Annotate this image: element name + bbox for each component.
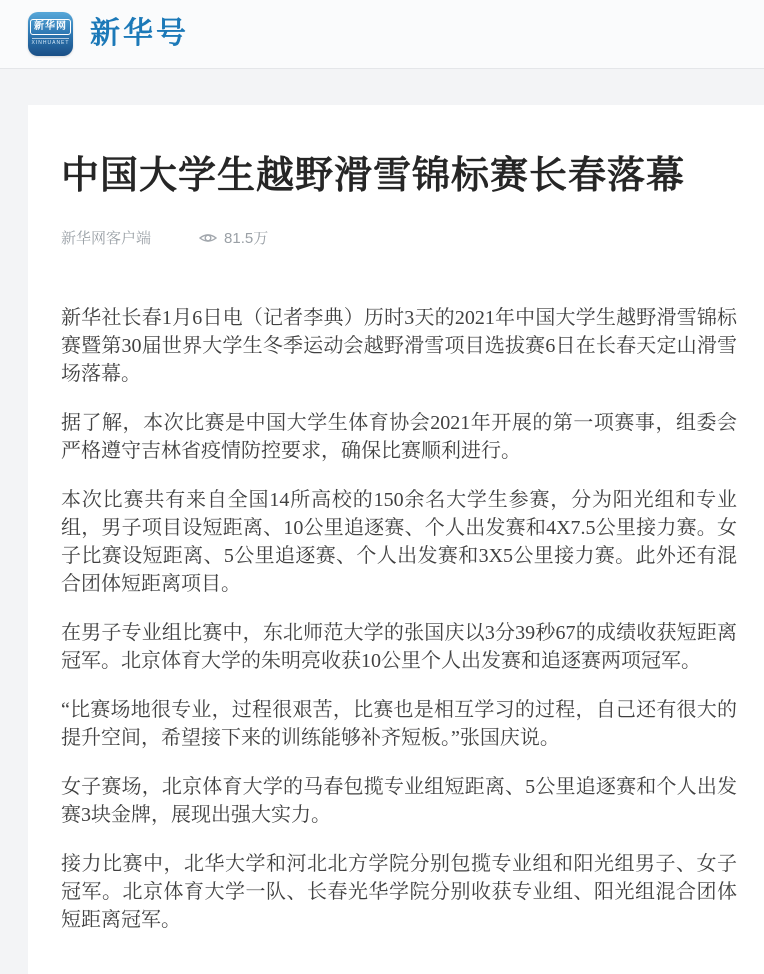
site-header <box>0 0 764 69</box>
xinhuanet-app-logo[interactable] <box>28 12 73 56</box>
article-paragraph: 据了解，本次比赛是中国大学生体育协会2021年开展的第一项赛事，组委会严格遵守吉林省疫情防控要求，确保比赛顺利进行。 <box>61 412 737 463</box>
article-paragraph: “比赛场地很专业，过程很艰苦，比赛也是相互学习的过程，自己还有很大的提升空间，希望接下来的训练能够补齐短板。”张国庆说。 <box>61 699 737 750</box>
view-count-value: 81.5万 <box>224 230 269 248</box>
article-paragraph: 女子赛场，北京体育大学的马春包揽专业组短距离、5公里追逐赛和个人出发赛3块金牌，展现出强大实力。 <box>61 776 737 827</box>
xinhuanet-logo-subtext: XINHUANET <box>31 40 70 46</box>
xinhuahao-wordmark[interactable]: 新华号 <box>90 16 189 51</box>
xinhuanet-logo-text: 新华网 <box>30 19 71 35</box>
eye-icon <box>199 231 217 245</box>
article-title: 中国大学生越野滑雪锦标赛长春落幕 <box>61 155 686 197</box>
article-source[interactable]: 新华网客户端 <box>61 230 152 248</box>
view-count <box>199 227 268 248</box>
article-paragraph: 在男子专业组比赛中，东北师范大学的张国庆以3分39秒67的成绩收获短距离冠军。北京体育大学的朱明亮收获10公里个人出发赛和追逐赛两项冠军。 <box>61 622 737 673</box>
article-paragraph: 新华社长春1月6日电（记者李典）历时3天的2021年中国大学生越野滑雪锦标赛暨第30届世界大学生冬季运动会越野滑雪项目选拔赛6日在长春天定山滑雪场落幕。 <box>61 307 737 386</box>
article-paragraph: 接力比赛中，北华大学和河北北方学院分别包揽专业组和阳光组男子、女子冠军。北京体育大学一队、长春光华学院分别收获专业组、阳光组混合团体短距离冠军。 <box>61 853 737 932</box>
article-paragraph: 本次比赛共有来自全国14所高校的150余名大学生参赛，分为阳光组和专业组，男子项目设短距离、10公里追逐赛、个人出发赛和4X7.5公里接力赛。女子比赛设短距离、5公里追逐赛、个人出发赛和3X5公里接力赛。此外还有混合团体短距离项目。 <box>61 489 737 596</box>
article-body <box>61 304 737 934</box>
byline <box>61 227 737 248</box>
article-card <box>28 105 764 974</box>
